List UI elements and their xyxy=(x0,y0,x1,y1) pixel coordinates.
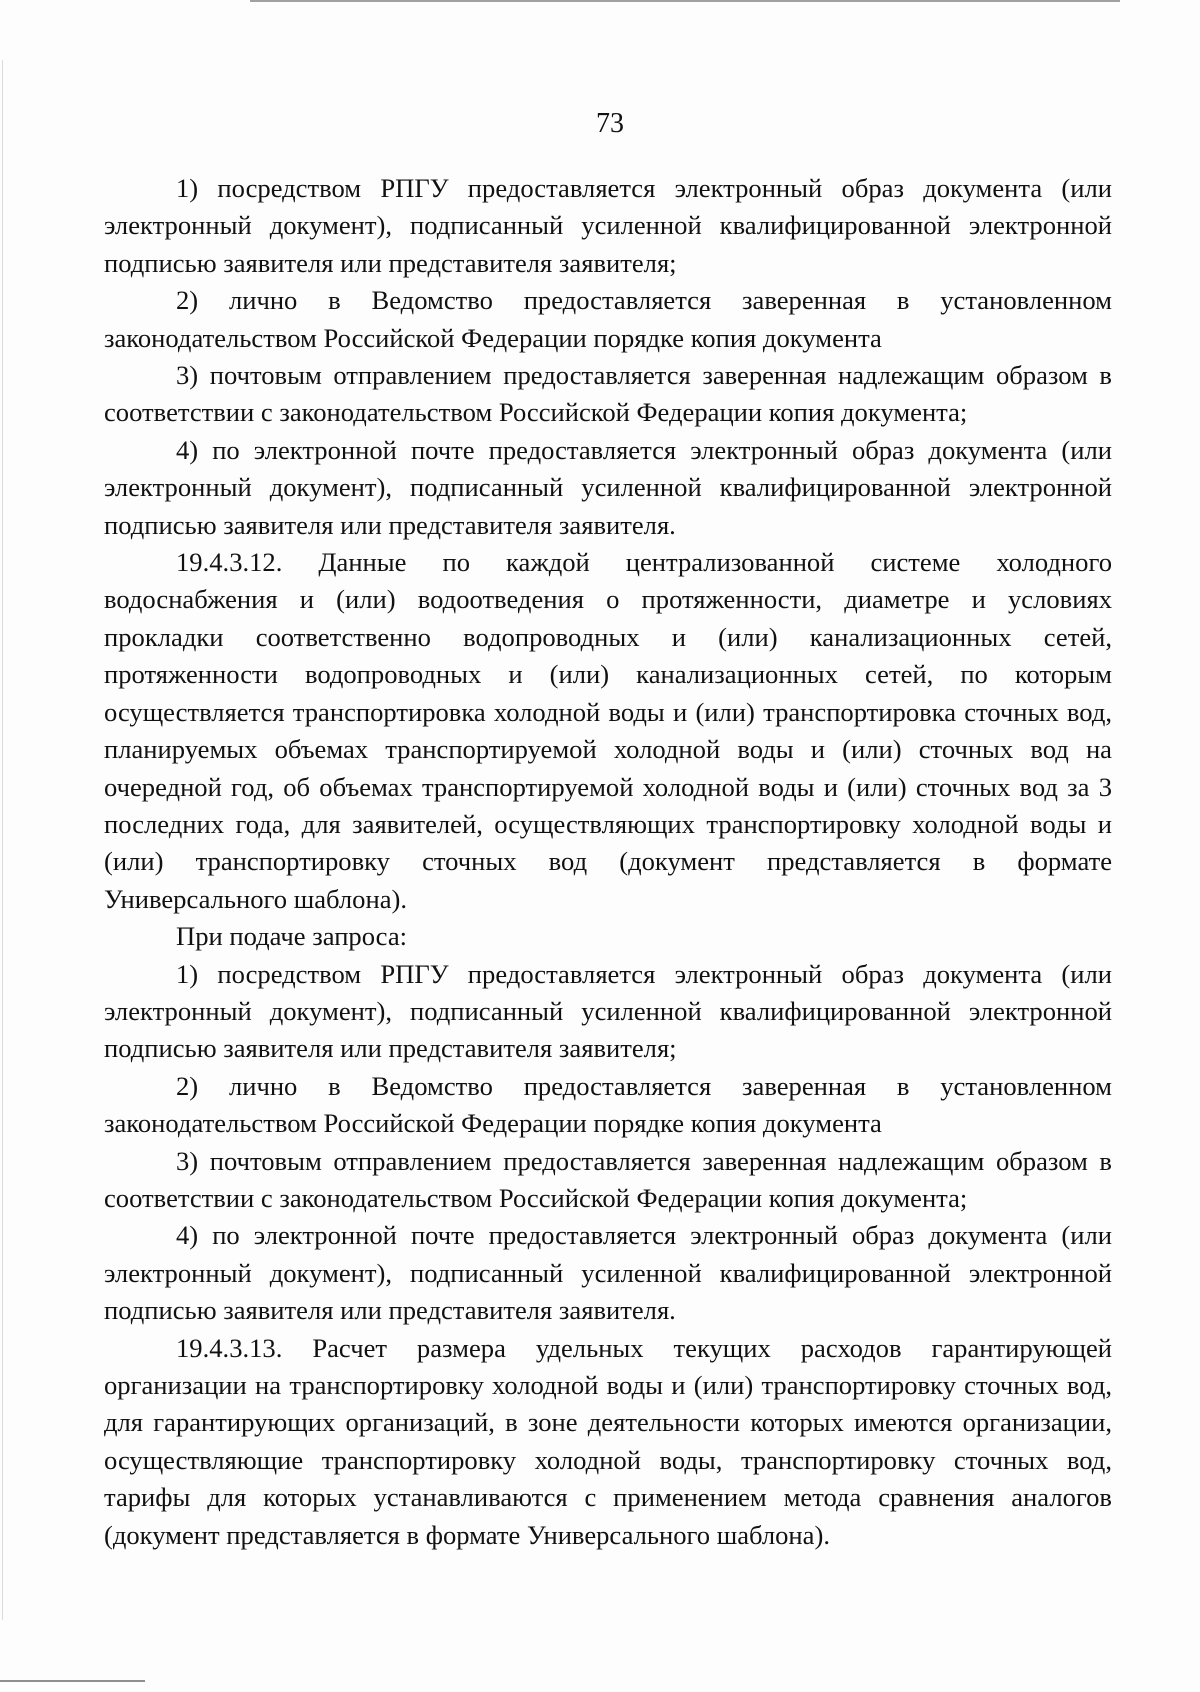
paragraph: 1) посредством РПГУ предоставляется электронный образ документа (или электронный документ), подписанный усиленной квалифицированной электронной подписью заявителя или представителя заявителя; xyxy=(104,958,1112,1064)
scan-edge-bottom xyxy=(0,1680,145,1684)
scan-edge-top xyxy=(250,0,1120,5)
paragraph: 2) лично в Ведомство предоставляется заверенная в установленном законодательством Российской Федерации порядке копия документа xyxy=(104,285,1112,353)
paragraph: 1) посредством РПГУ предоставляется электронный образ документа (или электронный документ), подписанный усиленной квалифицированной электронной подписью заявителя или представителя заявителя; xyxy=(104,173,1112,278)
paragraph: 2) лично в Ведомство предоставляется заверенная в установленном законодательством Российской Федерации порядке копия документа xyxy=(104,1070,1112,1139)
paragraph: 4) по электронной почте предоставляется электронный образ документа (или электронный документ), подписанный усиленной квалифицированной электронной подписью заявителя или представителя заявителя. xyxy=(104,1220,1112,1326)
paragraph: 19.4.3.13. Расчет размера удельных текущих расходов гарантирующей организации на транспортировку холодной воды и (или) транспортировку сточных вод, для гарантирующих организаций, в зоне деятельности которых имеются организации, осуществляющие транспортировку холодной воды, транспортировку сточных вод, тарифы для которых устанавливаются с применением метода сравнения аналогов (документ представляется в формате Универсального шаблона). xyxy=(104,1332,1112,1550)
page-number: 73 xyxy=(596,108,624,139)
paragraph: 4) по электронной почте предоставляется электронный образ документа (или электронный документ), подписанный усиленной квалифицированной электронной подписью заявителя или представителя заявителя. xyxy=(104,434,1112,540)
paragraph: При подаче запроса: xyxy=(176,921,408,952)
document-body xyxy=(104,170,1112,1554)
paragraph: 19.4.3.12. Данные по каждой централизованной системе холодного водоснабжения и (или) водоотведения о протяженности, диаметре и условиях прокладки соответственно водопроводных и (или) канализационных сетей, протяженности водопроводных и (или) канализационных сетей, по которым осуществляется транспортировка холодной воды и (или) транспортировка сточных вод, планируемых объемах транспортируемой холодной воды и (или) сточных вод на очередной год, об объемах транспортируемой холодной воды и (или) сточных вод за 3 последних года, для заявителей, осуществляющих транспортировку холодной воды и (или) транспортировку сточных вод (документ представляется в формате Универсального шаблона). xyxy=(104,547,1112,914)
paragraph: 3) почтовым отправлением предоставляется заверенная надлежащим образом в соответствии с законодательством Российской Федерации копия документа; xyxy=(104,1145,1112,1213)
paragraph: 3) почтовым отправлением предоставляется заверенная надлежащим образом в соответствии с законодательством Российской Федерации копия документа; xyxy=(104,360,1112,428)
scan-edge-left xyxy=(2,60,5,1620)
